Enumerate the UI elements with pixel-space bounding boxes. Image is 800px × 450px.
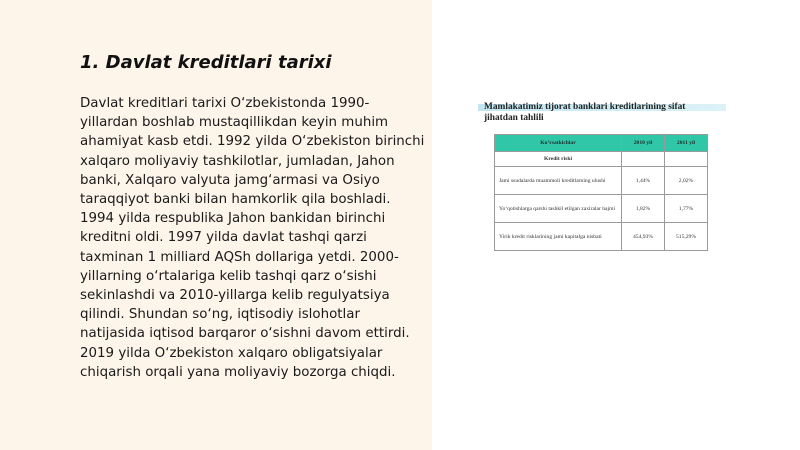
row-label: Jami ssudalarda muammoli kreditlarning ulushi xyxy=(495,167,622,195)
table-row xyxy=(495,195,708,223)
document-image xyxy=(478,98,733,276)
slide-heading: 1. Davlat kreditlari tarixi xyxy=(80,52,332,73)
table-section-row xyxy=(495,152,708,167)
column-header: 2011 yil xyxy=(665,135,708,152)
column-header: Ko‘rsatkichlar xyxy=(495,135,622,152)
value-2011: 2,02% xyxy=(665,167,708,195)
value-2010: 1,44% xyxy=(622,167,665,195)
table-row xyxy=(495,223,708,251)
column-header: 2010 yil xyxy=(622,135,665,152)
table-header-row xyxy=(495,135,708,152)
credit-quality-table xyxy=(494,134,708,251)
row-label: Yirik kredit risklarining jami kapitalga nisbati xyxy=(495,223,622,251)
row-label: Yo‘qotishlarga qarshi tashkil etilgan zaxiralar hajmi xyxy=(495,195,622,223)
value-2010: 1,82% xyxy=(622,195,665,223)
section-label: Kredit riski xyxy=(495,152,622,167)
document-title: Mamlakatimiz tijorat banklari kreditlarining sifat jihatdan tahlili xyxy=(484,102,686,123)
table-row xyxy=(495,167,708,195)
slide-body-text: Davlat kreditlari tarixi O‘zbekistonda 1990-yillardan boshlab mustaqillikdan keyin muhim ahamiyat kasb etdi. 1992 yilda O‘zbekiston birinchi xalqaro moliyaviy tashkilotlar, jumladan, Jahon banki, Xalqaro valyuta jamg‘armasi va Osiyo taraqqiyot banki bilan hamkorlik qila boshladi. 1994 yilda respublika Jahon bankidan birinchi kreditni oldi. 1997 yilda davlat tashqi qarzi taxminan 1 milliard AQSh dollariga yetdi. 2000-yillarning o‘rtalariga kelib tashqi qarz o‘sishi sekinlashdi va 2010-yillarga kelib regulyatsiya qilindi. Shundan so‘ng, iqtisodiy islohotlar natijasida iqtisod barqaror o‘sishni davom ettirdi. 2019 yilda O‘zbekiston xalqaro obligatsiyalar chiqarish orqali yana moliyaviy bozorga chiqdi. xyxy=(80,96,425,380)
value-2011: 515,29% xyxy=(665,223,708,251)
value-2011: 1,77% xyxy=(665,195,708,223)
value-2010: 454,93% xyxy=(622,223,665,251)
